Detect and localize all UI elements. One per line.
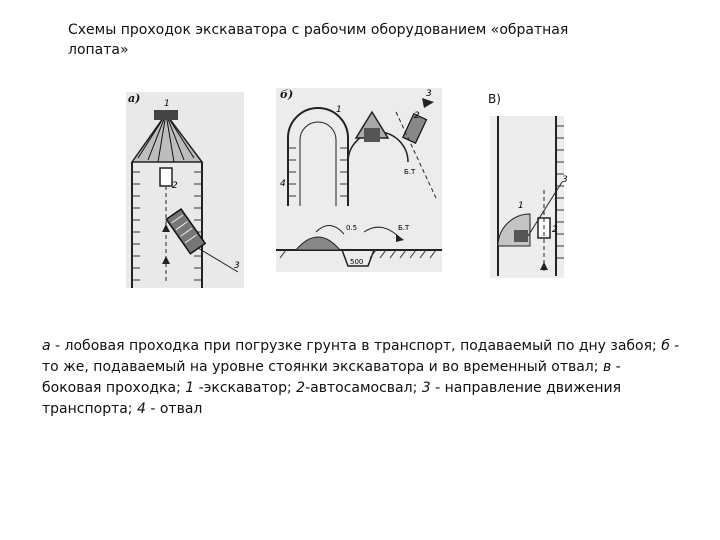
figure-b-num-1: 1 [336, 105, 342, 115]
figure-a-num-3: 3 [234, 261, 240, 271]
caption-num-1: 1 [185, 380, 195, 396]
figure-b-num-4: 4 [280, 179, 286, 189]
page-title: Схемы проходок экскаватора с рабочим оборудованием «обратная лопата» [68, 22, 569, 58]
figure-a-drawing [126, 92, 244, 288]
figure-a [126, 92, 244, 288]
figure-b-num-3: 3 [426, 89, 432, 99]
figure-b-drawing [276, 88, 442, 272]
figure-v-num-2: 2 [552, 225, 558, 235]
caption-letter-v: в [602, 359, 612, 375]
figure-a-label: а) [128, 92, 141, 105]
caption-text-1: -экскаватор; [194, 380, 297, 396]
caption-text-3: - направление движения транспорта; [42, 380, 622, 417]
figure-v-label: В) [488, 92, 501, 106]
figure-v [484, 86, 574, 278]
figure-b-height-3: Б.Т [404, 168, 416, 176]
caption-text-a: - лобовая проходка при погрузке грунта в транспорт, подаваемый по дну забоя; [50, 338, 662, 354]
caption-num-3: 3 [421, 380, 431, 396]
figure-a-num-2: 2 [172, 181, 178, 191]
caption-letter-b: б [661, 338, 670, 354]
caption-text-2: -автосамосвал; [305, 380, 422, 396]
figure-b-height-2: Б.Т [398, 224, 410, 232]
figure-b [276, 88, 442, 272]
caption-num-4: 4 [136, 401, 146, 417]
caption-text-4: - отвал [145, 401, 203, 417]
figure-b-width: 500 [350, 258, 364, 266]
caption-letter-a: а [42, 338, 51, 354]
figure-a-num-1: 1 [164, 99, 170, 109]
figure-v-drawing [484, 86, 574, 278]
figure-caption [42, 336, 682, 420]
figure-b-height-1: 0.5 [346, 224, 358, 232]
caption-text-b: - то же, подаваемый на уровне стоянки экскаватора и во временный отвал; [42, 338, 680, 375]
caption-text-v: - боковая проходка; [42, 359, 621, 396]
figure-v-num-3: 3 [562, 175, 568, 185]
figure-v-num-1: 1 [518, 201, 524, 211]
figure-b-label: б) [280, 88, 294, 101]
caption-num-2: 2 [296, 380, 306, 396]
figure-b-num-2: 2 [414, 111, 420, 121]
